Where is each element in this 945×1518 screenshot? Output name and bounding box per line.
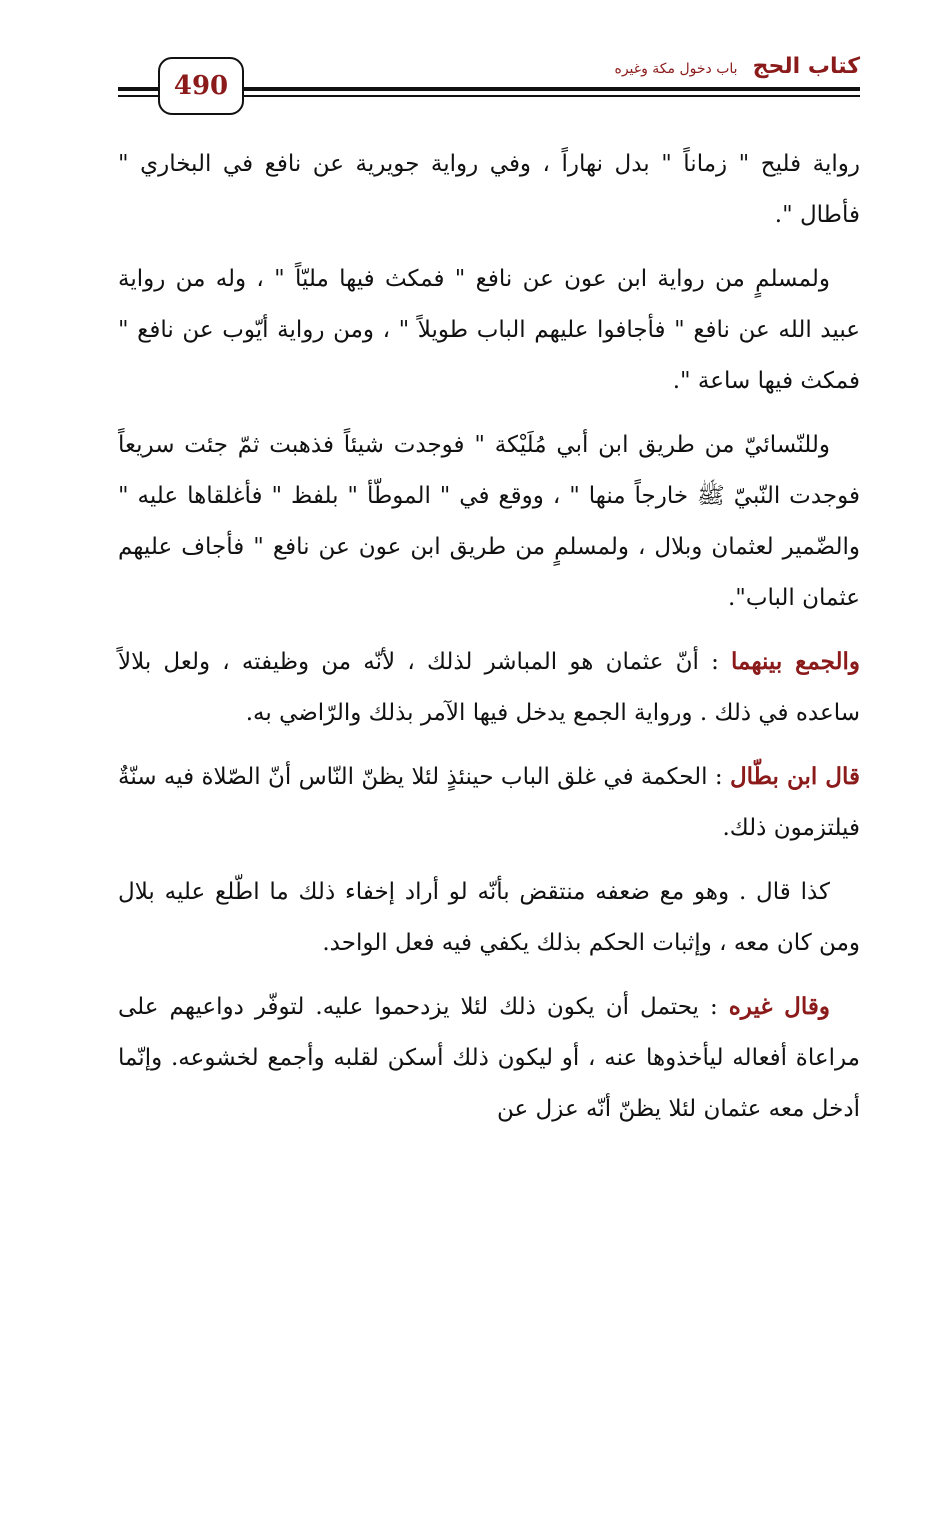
paragraph: [118, 981, 860, 1135]
paragraph: [118, 751, 860, 854]
paragraph-text: : الحكمة في غلق الباب حينئذٍ لئلا يظنّ النّاس أنّ الصّلاة فيه سنّةٌ فيلتزمون ذلك.: [118, 764, 860, 841]
book-title: كتاب الحج: [752, 54, 860, 79]
paragraph: [118, 253, 860, 407]
paragraph-text: ولمسلمٍ من رواية ابن عون عن نافع " فمكث فيها مليّاً " ، وله من رواية عبيد الله عن نافع " فأجافوا عليهم الباب طويلاً " ، ومن رواية أيّوب عن نافع " فمكث فيها ساعة ".: [118, 266, 860, 394]
paragraph-lead: وقال غيره: [728, 993, 830, 1020]
paragraph: [118, 636, 860, 739]
page-number: 490: [158, 57, 244, 115]
paragraph: [118, 866, 860, 969]
paragraph-text: وللنّسائيّ من طريق ابن أبي مُلَيْكة " فوجدت شيئاً فذهبت ثمّ جئت سريعاً فوجدت النّبيّ ﷺ خارجاً منها " ، ووقع في " الموطّأ " بلفظ " فأغلقاها عليه " والضّمير لعثمان وبلال ، ولمسلمٍ من طريق ابن عون عن نافع " فأجاف عليهم عثمان الباب".: [118, 432, 860, 611]
body-text: [118, 138, 860, 1147]
paragraph-text: : أنّ عثمان هو المباشر لذلك ، لأنّه من وظيفته ، ولعل بلالاً ساعده في ذلك . ورواية الجمع يدخل فيها الآمر بذلك والرّاضي به.: [118, 649, 860, 726]
chapter-title: باب دخول مكة وغيره: [614, 61, 738, 77]
running-title: [614, 54, 860, 79]
paragraph: [118, 138, 860, 241]
paragraph-lead: والجمع بينهما: [731, 648, 860, 675]
paragraph-text: كذا قال . وهو مع ضعفه منتقض بأنّه لو أراد إخفاء ذلك ما اطّلع عليه بلال ومن كان معه ، وإثبات الحكم بذلك يكفي فيه فعل الواحد.: [118, 879, 860, 956]
page-header: [118, 40, 860, 110]
paragraph: [118, 419, 860, 624]
paragraph-text: رواية فليح " زماناً " بدل نهاراً ، وفي رواية جويرية عن نافع في البخاري " فأطال ".: [118, 151, 860, 228]
paragraph-lead: قال ابن بطّال: [729, 763, 861, 790]
paragraph-text: : يحتمل أن يكون ذلك لئلا يزدحموا عليه. لتوفّر دواعيهم على مراعاة أفعاله ليأخذوها عنه ، أو ليكون ذلك أسكن لقلبه وأجمع لخشوعه. وإنّما أدخل معه عثمان لئلا يظنّ أنّه عزل عن: [118, 994, 860, 1122]
